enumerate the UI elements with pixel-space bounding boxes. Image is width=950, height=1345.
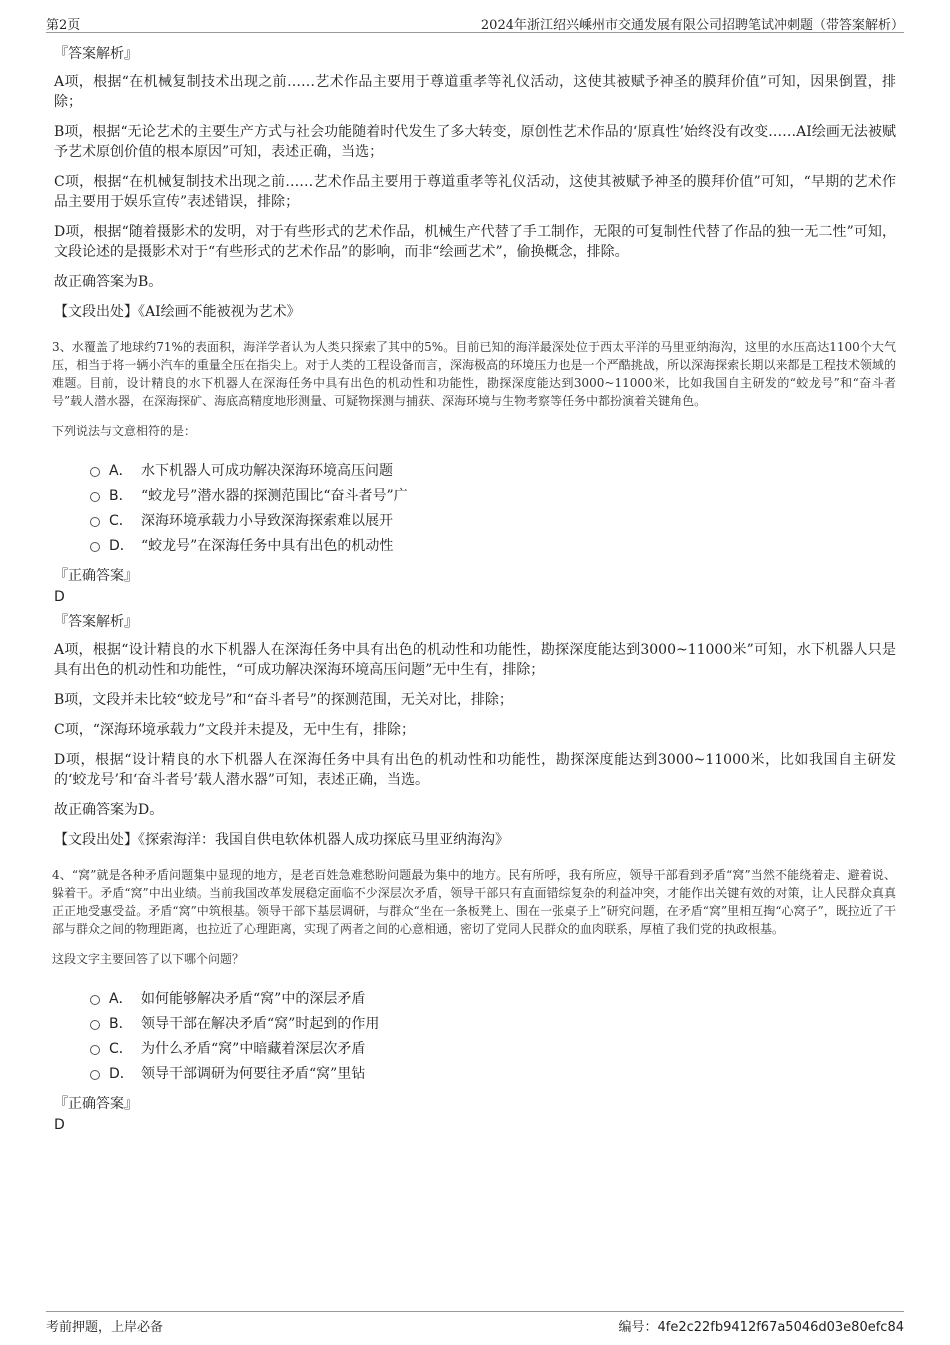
option-b[interactable] [90, 1011, 896, 1036]
option-text: “蛟龙号”潜水器的探测范围比“奋斗者号”广 [141, 487, 408, 504]
analysis-label: 『答案解析』 [54, 46, 138, 62]
analysis-conclusion: 故正确答案为B。 [54, 274, 163, 290]
option-b[interactable] [90, 483, 896, 508]
page-number: 第2页 [46, 18, 81, 33]
correct-answer: D [54, 589, 65, 605]
analysis-label: 『答案解析』 [54, 614, 138, 630]
document-title: 2024年浙江绍兴嵊州市交通发展有限公司招聘笔试冲刺题（带答案解析） [480, 18, 904, 33]
option-d[interactable] [90, 533, 896, 558]
option-text: 深海环境承载力小导致深海探索难以展开 [141, 512, 393, 529]
radio-icon[interactable] [90, 517, 100, 527]
passage-source: 【文段出处】《AI绘画不能被视为艺术》 [54, 304, 301, 320]
radio-icon[interactable] [90, 1045, 100, 1055]
analysis-paragraph: A项，根据“设计精良的水下机器人在深海任务中具有出色的机动性和功能性，勘探深度能达到3000~11000米”可知，水下机器人只是具有出色的机动性和功能性，“可成功解决深海环境高压问题”无中生有，排除； [54, 642, 896, 678]
option-c[interactable] [90, 1036, 896, 1061]
option-text: 如何能够解决矛盾“窝”中的深层矛盾 [141, 990, 366, 1007]
radio-icon[interactable] [90, 542, 100, 552]
document-code [618, 1316, 904, 1335]
option-d[interactable] [90, 1061, 896, 1086]
code-label: 编号： [618, 1320, 658, 1335]
analysis-paragraph: D项，根据“随着摄影术的发明，对于有些形式的艺术作品，机械生产代替了手工制作，无限的可复制性代替了作品的独一无二性”可知，文段论述的是摄影术对于“有些形式的艺术作品”的影响，而非“绘画艺术”，偷换概念，排除。 [54, 224, 896, 260]
question-prompt: 下列说法与文意相符的是： [52, 424, 197, 438]
option-text: 领导干部调研为何要往矛盾“窝”里钻 [141, 1065, 366, 1082]
correct-answer: D [54, 1117, 65, 1133]
analysis-paragraph: B项，文段并未比较“蛟龙号”和“奋斗者号”的探测范围，无关对比，排除； [54, 692, 513, 708]
code-value: 4fe2c22fb9412f67a5046d03e80efc84 [657, 1320, 904, 1335]
option-letter: A． [109, 462, 133, 479]
option-a[interactable] [90, 458, 896, 483]
option-text: “蛟龙号”在深海任务中具有出色的机动性 [141, 537, 394, 554]
analysis-paragraph: D项，根据“设计精良的水下机器人在深海任务中具有出色的机动性和功能性，勘探深度能达到3000~11000米，比如我国自主研发的‘蛟龙号’和‘奋斗者号’载人潜水器”可知，表述正确，当选。 [54, 752, 896, 788]
option-text: 领导干部在解决矛盾“窝”时起到的作用 [141, 1015, 380, 1032]
option-list [90, 458, 896, 558]
option-list [90, 986, 896, 1086]
option-c[interactable] [90, 508, 896, 533]
correct-answer-label: 『正确答案』 [54, 1096, 138, 1112]
page-header [46, 12, 904, 33]
option-letter: B． [109, 487, 133, 504]
footer-slogan: 考前押题，上岸必备 [46, 1320, 164, 1335]
option-text: 为什么矛盾“窝”中暗藏着深层次矛盾 [141, 1040, 366, 1057]
radio-icon[interactable] [90, 492, 100, 502]
question-text: 3、水覆盖了地球约71%的表面积，海洋学者认为人类只探索了其中的5%。目前已知的海洋最深处位于西太平洋的马里亚纳海沟，这里的水压高达1100个大气压，相当于将一辆小汽车的重量全压在指尖上。对于人类的工程设备而言，深海极高的环境压力也是一个严酷挑战，所以深海探索长期以来都是工程技术领域的难题。目前，设计精良的水下机器人在深海任务中具有出色的机动性和功能性，勘探深度能达到3000~11000米，比如我国自主研发的“蛟龙号”和“奋斗者号”载人潜水器，在深海探矿、海底高精度地形测量、可疑物探测与捕获、深海环境与生物考察等任务中都扮演着关键角色。 [52, 340, 896, 408]
correct-answer-label: 『正确答案』 [54, 568, 138, 584]
analysis-paragraph: C项，“深海环境承载力”文段并未提及，无中生有，排除； [54, 722, 416, 738]
analysis-paragraph: C项，根据“在机械复制技术出现之前……艺术作品主要用于尊道重孝等礼仪活动，这使其被赋予神圣的膜拜价值”可知，“早期的艺术作品主要用于娱乐宣传”表述错误，排除； [54, 174, 896, 210]
option-letter: B． [109, 1015, 133, 1032]
option-letter: D． [109, 537, 134, 554]
radio-icon[interactable] [90, 995, 100, 1005]
option-letter: C． [109, 512, 133, 529]
page-footer [46, 1311, 904, 1336]
passage-source: 【文段出处】《探索海洋：我国自供电软体机器人成功探底马里亚纳海沟》 [54, 832, 509, 848]
analysis-paragraph: B项，根据“无论艺术的主要生产方式与社会功能随着时代发生了多大转变，原创性艺术作品的‘原真性’始终没有改变……AI绘画无法被赋予艺术原创价值的根本原因”可知，表述正确，当选； [54, 124, 896, 160]
option-letter: C． [109, 1040, 133, 1057]
question-text: 4、“窝”就是各种矛盾问题集中显现的地方，是老百姓急难愁盼问题最为集中的地方。民有所呼，我有所应，领导干部看到矛盾“窝”当然不能绕着走、避着说、躲着干。矛盾“窝”中出业绩。当前我国改革发展稳定面临不少深层次矛盾，领导干部只有直面错综复杂的利益冲突，才能作出关键有效的对策，让人民群众真真正正地受惠受益。矛盾“窝”中筑根基。领导干部下基层调研，与群众“坐在一条板凳上、围在一张桌子上”研究问题，在矛盾“窝”里相互掏“心窝子”，既拉近了干部与群众之间的物理距离，也拉近了心理距离，实现了两者之间的心意相通，密切了党同人民群众的血肉联系，厚植了我们党的执政根基。 [52, 868, 896, 936]
document-body [54, 44, 896, 1140]
radio-icon[interactable] [90, 1020, 100, 1030]
option-a[interactable] [90, 986, 896, 1011]
radio-icon[interactable] [90, 1070, 100, 1080]
radio-icon[interactable] [90, 467, 100, 477]
option-letter: A． [109, 990, 133, 1007]
analysis-conclusion: 故正确答案为D。 [54, 802, 164, 818]
option-text: 水下机器人可成功解决深海环境高压问题 [141, 462, 393, 479]
analysis-paragraph: A项，根据“在机械复制技术出现之前……艺术作品主要用于尊道重孝等礼仪活动，这使其被赋予神圣的膜拜价值”可知，因果倒置，排除； [54, 74, 896, 110]
question-prompt: 这段文字主要回答了以下哪个问题？ [52, 952, 245, 966]
option-letter: D． [109, 1065, 134, 1082]
